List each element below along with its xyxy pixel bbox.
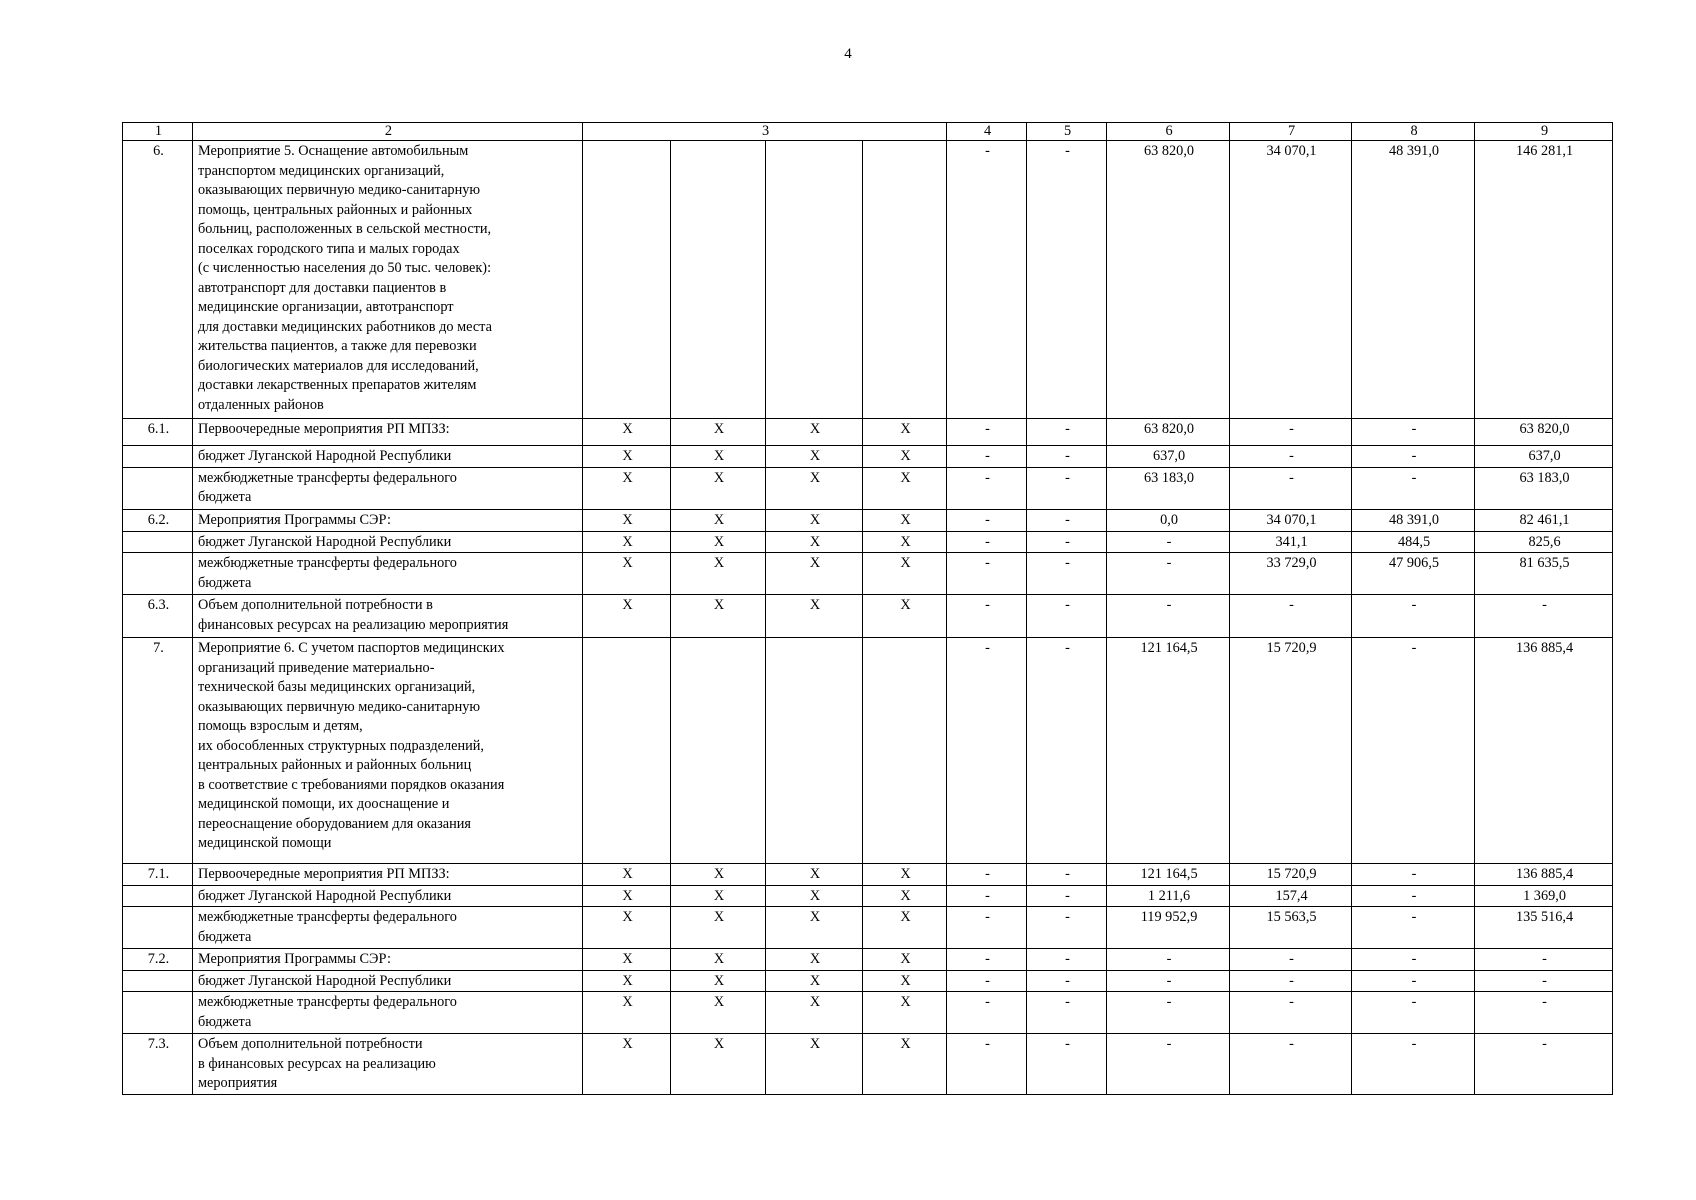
value-cell-8: - xyxy=(1352,419,1475,446)
value-cell-7: - xyxy=(1230,595,1352,638)
description-line: Объем дополнительной потребности в xyxy=(198,597,433,613)
row-number-cell: 6.3. xyxy=(123,595,193,638)
table-row xyxy=(123,531,1613,553)
x-mark-cell: X xyxy=(863,446,947,468)
row-description-cell xyxy=(193,949,583,971)
description-line: доставки лекарственных препаратов жителям xyxy=(198,377,477,393)
row-number-cell: 7.3. xyxy=(123,1034,193,1095)
row-description-cell xyxy=(193,970,583,992)
x-mark-cell: X xyxy=(583,885,671,907)
x-mark-cell xyxy=(766,141,863,419)
x-mark-cell: X xyxy=(863,531,947,553)
description-line: Первоочередные мероприятия РП МПЗЗ: xyxy=(198,421,450,437)
x-mark-cell: X xyxy=(671,949,766,971)
value-cell-4: - xyxy=(947,446,1027,468)
row-description-cell xyxy=(193,419,583,446)
row-description-cell xyxy=(193,907,583,949)
x-mark-cell: X xyxy=(583,509,671,531)
description-line: жительства пациентов, а также для перевозки xyxy=(198,338,477,354)
row-description-cell xyxy=(193,638,583,864)
value-cell-8: - xyxy=(1352,864,1475,886)
x-mark-cell xyxy=(671,638,766,864)
row-description-cell xyxy=(193,467,583,509)
row-number-cell: 6.1. xyxy=(123,419,193,446)
x-mark-cell: X xyxy=(583,992,671,1034)
description-line: переоснащение оборудованием для оказания xyxy=(198,815,471,832)
value-cell-7: 15 563,5 xyxy=(1230,907,1352,949)
header-cell-2: 2 xyxy=(193,123,583,141)
value-cell-5: - xyxy=(1027,446,1107,468)
value-cell-9: 81 635,5 xyxy=(1475,553,1613,595)
description-line: Первоочередные мероприятия РП МПЗЗ: xyxy=(198,866,450,882)
x-mark-cell: X xyxy=(766,864,863,886)
value-cell-4: - xyxy=(947,595,1027,638)
value-cell-6: - xyxy=(1107,595,1230,638)
x-mark-cell: X xyxy=(863,1034,947,1095)
value-cell-5: - xyxy=(1027,531,1107,553)
value-cell-7: - xyxy=(1230,467,1352,509)
row-description-cell xyxy=(193,446,583,468)
description-line: межбюджетные трансферты федерального xyxy=(198,994,457,1010)
x-mark-cell: X xyxy=(583,467,671,509)
value-cell-5: - xyxy=(1027,1034,1107,1095)
x-mark-cell: X xyxy=(583,864,671,886)
value-cell-4: - xyxy=(947,419,1027,446)
row-description-cell xyxy=(193,553,583,595)
value-cell-6: 63 183,0 xyxy=(1107,467,1230,509)
value-cell-7: - xyxy=(1230,992,1352,1034)
description-line: Мероприятие 6. С учетом паспортов медицинских xyxy=(198,640,505,656)
value-cell-6: - xyxy=(1107,1034,1230,1095)
x-mark-cell: X xyxy=(583,531,671,553)
value-cell-6: 121 164,5 xyxy=(1107,864,1230,886)
description-line: в соответствие с требованиями порядков оказания xyxy=(198,776,505,793)
description-line: межбюджетные трансферты федерального xyxy=(198,469,457,486)
description-line: автотранспорт для доставки пациентов в xyxy=(198,279,447,296)
x-mark-cell: X xyxy=(766,907,863,949)
value-cell-7: - xyxy=(1230,446,1352,468)
x-mark-cell: X xyxy=(671,1034,766,1095)
value-cell-5: - xyxy=(1027,907,1107,949)
description-line: в финансовых ресурсах на реализацию xyxy=(198,1055,436,1072)
x-mark-cell: X xyxy=(766,970,863,992)
table-row xyxy=(123,970,1613,992)
row-description-cell xyxy=(193,864,583,886)
description-line: Мероприятие 5. Оснащение автомобильным xyxy=(198,143,469,159)
value-cell-9: - xyxy=(1475,992,1613,1034)
x-mark-cell: X xyxy=(583,446,671,468)
value-cell-4: - xyxy=(947,885,1027,907)
x-mark-cell: X xyxy=(766,949,863,971)
value-cell-7: 34 070,1 xyxy=(1230,141,1352,419)
x-mark-cell: X xyxy=(671,446,766,468)
x-mark-cell: X xyxy=(766,509,863,531)
value-cell-5: - xyxy=(1027,864,1107,886)
table-row xyxy=(123,419,1613,446)
row-number-cell: 6. xyxy=(123,141,193,419)
description-line: бюджета xyxy=(198,489,252,505)
header-cell-7: 7 xyxy=(1230,123,1352,141)
x-mark-cell: X xyxy=(671,907,766,949)
value-cell-4: - xyxy=(947,864,1027,886)
value-cell-8: 48 391,0 xyxy=(1352,141,1475,419)
value-cell-9: 136 885,4 xyxy=(1475,864,1613,886)
description-line: больниц, расположенных в сельской местности, xyxy=(198,221,492,237)
x-mark-cell: X xyxy=(766,553,863,595)
value-cell-4: - xyxy=(947,553,1027,595)
value-cell-6: - xyxy=(1107,949,1230,971)
x-mark-cell: X xyxy=(766,1034,863,1095)
table-row xyxy=(123,141,1613,419)
value-cell-9: 1 369,0 xyxy=(1475,885,1613,907)
row-number-cell: 7.2. xyxy=(123,949,193,971)
table-row xyxy=(123,907,1613,949)
value-cell-9: 146 281,1 xyxy=(1475,141,1613,419)
value-cell-7: 341,1 xyxy=(1230,531,1352,553)
x-mark-cell: X xyxy=(671,992,766,1034)
value-cell-7: - xyxy=(1230,419,1352,446)
description-line: оказывающих первичную медико-санитарную xyxy=(198,182,481,198)
table-row xyxy=(123,992,1613,1034)
x-mark-cell: X xyxy=(863,467,947,509)
value-cell-4: - xyxy=(947,949,1027,971)
value-cell-6: - xyxy=(1107,531,1230,553)
description-line: бюджета xyxy=(198,928,252,945)
description-line: межбюджетные трансферты федерального xyxy=(198,909,457,925)
description-line: транспортом медицинских организаций, xyxy=(198,162,445,179)
description-line: (с численностью населения до 50 тыс. человек): xyxy=(198,260,492,276)
value-cell-8: - xyxy=(1352,467,1475,509)
value-cell-8: 48 391,0 xyxy=(1352,509,1475,531)
value-cell-7: - xyxy=(1230,970,1352,992)
value-cell-4: - xyxy=(947,992,1027,1034)
value-cell-5: - xyxy=(1027,885,1107,907)
x-mark-cell: X xyxy=(766,885,863,907)
value-cell-9: 63 820,0 xyxy=(1475,419,1613,446)
value-cell-6: 121 164,5 xyxy=(1107,638,1230,864)
x-mark-cell: X xyxy=(863,949,947,971)
x-mark-cell xyxy=(766,638,863,864)
value-cell-8: - xyxy=(1352,907,1475,949)
x-mark-cell: X xyxy=(863,885,947,907)
x-mark-cell: X xyxy=(863,992,947,1034)
table-row xyxy=(123,553,1613,595)
value-cell-5: - xyxy=(1027,553,1107,595)
table-row xyxy=(123,949,1613,971)
table-row xyxy=(123,595,1613,638)
x-mark-cell: X xyxy=(766,595,863,638)
x-mark-cell: X xyxy=(766,419,863,446)
value-cell-6: - xyxy=(1107,970,1230,992)
description-line: бюджет Луганской Народной Республики xyxy=(198,533,452,550)
value-cell-6: 119 952,9 xyxy=(1107,907,1230,949)
value-cell-9: 82 461,1 xyxy=(1475,509,1613,531)
value-cell-8: - xyxy=(1352,949,1475,971)
value-cell-6: 637,0 xyxy=(1107,446,1230,468)
description-line: центральных районных и районных больниц xyxy=(198,757,472,773)
description-line: бюджета xyxy=(198,574,252,591)
row-description-cell xyxy=(193,1034,583,1095)
value-cell-5: - xyxy=(1027,467,1107,509)
x-mark-cell: X xyxy=(766,446,863,468)
row-number-cell xyxy=(123,446,193,468)
row-description-cell xyxy=(193,595,583,638)
value-cell-4: - xyxy=(947,1034,1027,1095)
row-number-cell xyxy=(123,970,193,992)
value-cell-7: 33 729,0 xyxy=(1230,553,1352,595)
table-row xyxy=(123,864,1613,886)
row-number-cell xyxy=(123,553,193,595)
row-description-cell xyxy=(193,885,583,907)
value-cell-8: - xyxy=(1352,446,1475,468)
value-cell-6: 0,0 xyxy=(1107,509,1230,531)
x-mark-cell xyxy=(583,638,671,864)
description-line: бюджет Луганской Народной Республики xyxy=(198,972,452,989)
description-line: помощь взрослым и детям, xyxy=(198,718,363,734)
x-mark-cell: X xyxy=(671,553,766,595)
value-cell-4: - xyxy=(947,509,1027,531)
value-cell-5: - xyxy=(1027,638,1107,864)
value-cell-8: - xyxy=(1352,595,1475,638)
value-cell-7: 15 720,9 xyxy=(1230,638,1352,864)
x-mark-cell: X xyxy=(766,992,863,1034)
row-number-cell: 7. xyxy=(123,638,193,864)
row-number-cell xyxy=(123,885,193,907)
value-cell-5: - xyxy=(1027,419,1107,446)
row-number-cell xyxy=(123,992,193,1034)
description-line: бюджет Луганской Народной Республики xyxy=(198,448,452,464)
x-mark-cell: X xyxy=(863,907,947,949)
x-mark-cell: X xyxy=(671,885,766,907)
value-cell-9: 637,0 xyxy=(1475,446,1613,468)
value-cell-8: - xyxy=(1352,638,1475,864)
value-cell-8: - xyxy=(1352,885,1475,907)
x-mark-cell: X xyxy=(863,509,947,531)
value-cell-8: - xyxy=(1352,970,1475,992)
header-cell-3: 3 xyxy=(583,123,947,141)
value-cell-6: 63 820,0 xyxy=(1107,419,1230,446)
page-number: 4 xyxy=(844,46,852,62)
row-number-cell xyxy=(123,467,193,509)
row-description-cell xyxy=(193,509,583,531)
x-mark-cell: X xyxy=(863,419,947,446)
description-line: отдаленных районов xyxy=(198,396,324,413)
x-mark-cell xyxy=(863,141,947,419)
header-cell-4: 4 xyxy=(947,123,1027,141)
value-cell-5: - xyxy=(1027,595,1107,638)
row-number-cell xyxy=(123,531,193,553)
value-cell-9: - xyxy=(1475,595,1613,638)
value-cell-7: 15 720,9 xyxy=(1230,864,1352,886)
header-cell-8: 8 xyxy=(1352,123,1475,141)
value-cell-5: - xyxy=(1027,141,1107,419)
x-mark-cell: X xyxy=(583,595,671,638)
value-cell-9: - xyxy=(1475,949,1613,971)
value-cell-9: 825,6 xyxy=(1475,531,1613,553)
x-mark-cell: X xyxy=(671,970,766,992)
description-line: бюджет Луганской Народной Республики xyxy=(198,887,452,904)
value-cell-6: - xyxy=(1107,553,1230,595)
description-line: их обособленных структурных подразделений, xyxy=(198,737,484,754)
x-mark-cell: X xyxy=(863,864,947,886)
value-cell-4: - xyxy=(947,531,1027,553)
header-cell-1: 1 xyxy=(123,123,193,141)
header-cell-6: 6 xyxy=(1107,123,1230,141)
value-cell-9: - xyxy=(1475,970,1613,992)
value-cell-9: 63 183,0 xyxy=(1475,467,1613,509)
x-mark-cell: X xyxy=(671,419,766,446)
header-row xyxy=(123,123,1613,141)
row-number-cell xyxy=(123,907,193,949)
x-mark-cell: X xyxy=(583,553,671,595)
value-cell-6: 1 211,6 xyxy=(1107,885,1230,907)
x-mark-cell: X xyxy=(671,531,766,553)
x-mark-cell: X xyxy=(766,467,863,509)
value-cell-4: - xyxy=(947,638,1027,864)
x-mark-cell: X xyxy=(583,907,671,949)
x-mark-cell: X xyxy=(583,970,671,992)
x-mark-cell: X xyxy=(671,595,766,638)
value-cell-9: 136 885,4 xyxy=(1475,638,1613,864)
x-mark-cell: X xyxy=(583,419,671,446)
description-line: Мероприятия Программы СЭР: xyxy=(198,511,391,528)
row-description-cell xyxy=(193,141,583,419)
description-line: Мероприятия Программы СЭР: xyxy=(198,951,391,967)
description-line: бюджета xyxy=(198,1013,252,1030)
row-description-cell xyxy=(193,531,583,553)
description-line: межбюджетные трансферты федерального xyxy=(198,555,457,571)
table-row xyxy=(123,446,1613,468)
value-cell-6: 63 820,0 xyxy=(1107,141,1230,419)
value-cell-7: 34 070,1 xyxy=(1230,509,1352,531)
x-mark-cell: X xyxy=(863,970,947,992)
value-cell-8: 47 906,5 xyxy=(1352,553,1475,595)
description-line: организаций приведение материально- xyxy=(198,659,435,676)
value-cell-5: - xyxy=(1027,992,1107,1034)
header-cell-5: 5 xyxy=(1027,123,1107,141)
value-cell-8: - xyxy=(1352,992,1475,1034)
row-number-cell: 7.1. xyxy=(123,864,193,886)
value-cell-5: - xyxy=(1027,970,1107,992)
x-mark-cell xyxy=(863,638,947,864)
value-cell-7: - xyxy=(1230,949,1352,971)
description-line: медицинские организации, автотранспорт xyxy=(198,299,454,315)
value-cell-8: 484,5 xyxy=(1352,531,1475,553)
description-line: технической базы медицинских организаций, xyxy=(198,679,476,695)
x-mark-cell: X xyxy=(671,467,766,509)
description-line: медицинской помощи xyxy=(198,835,332,851)
x-mark-cell: X xyxy=(863,553,947,595)
value-cell-6: - xyxy=(1107,992,1230,1034)
table-row xyxy=(123,467,1613,509)
x-mark-cell: X xyxy=(671,509,766,531)
value-cell-4: - xyxy=(947,970,1027,992)
table-row xyxy=(123,1034,1613,1095)
description-line: медицинской помощи, их дооснащение и xyxy=(198,796,450,812)
x-mark-cell xyxy=(671,141,766,419)
value-cell-5: - xyxy=(1027,949,1107,971)
description-line: финансовых ресурсах на реализацию мероприятия xyxy=(198,616,509,633)
description-line: мероприятия xyxy=(198,1075,278,1091)
table-row xyxy=(123,509,1613,531)
x-mark-cell: X xyxy=(583,1034,671,1095)
x-mark-cell: X xyxy=(863,595,947,638)
value-cell-9: 135 516,4 xyxy=(1475,907,1613,949)
x-mark-cell: X xyxy=(583,949,671,971)
row-description-cell xyxy=(193,992,583,1034)
x-mark-cell: X xyxy=(766,531,863,553)
table-row xyxy=(123,638,1613,864)
value-cell-4: - xyxy=(947,467,1027,509)
value-cell-5: - xyxy=(1027,509,1107,531)
table-row xyxy=(123,885,1613,907)
value-cell-7: - xyxy=(1230,1034,1352,1095)
value-cell-4: - xyxy=(947,907,1027,949)
x-mark-cell xyxy=(583,141,671,419)
value-cell-4: - xyxy=(947,141,1027,419)
description-line: биологических материалов для исследований, xyxy=(198,357,479,374)
description-line: помощь, центральных районных и районных xyxy=(198,201,473,218)
value-cell-9: - xyxy=(1475,1034,1613,1095)
value-cell-7: 157,4 xyxy=(1230,885,1352,907)
description-line: для доставки медицинских работников до места xyxy=(198,318,492,335)
description-line: Объем дополнительной потребности xyxy=(198,1036,423,1052)
x-mark-cell: X xyxy=(671,864,766,886)
value-cell-8: - xyxy=(1352,1034,1475,1095)
header-cell-9: 9 xyxy=(1475,123,1613,141)
description-line: поселках городского типа и малых городах xyxy=(198,240,460,257)
description-line: оказывающих первичную медико-санитарную xyxy=(198,698,481,715)
budget-table xyxy=(122,122,1613,1095)
row-number-cell: 6.2. xyxy=(123,509,193,531)
